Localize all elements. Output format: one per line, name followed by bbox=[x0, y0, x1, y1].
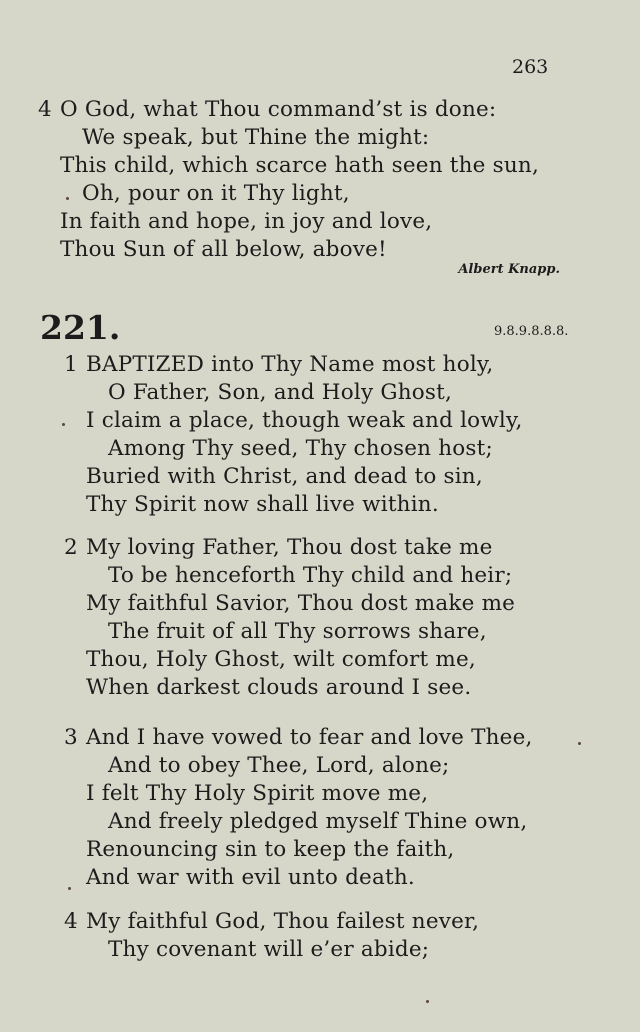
verse-line: I felt Thy Holy Spirit move me, bbox=[86, 781, 429, 806]
verse-line: Renouncing sin to keep the faith, bbox=[86, 837, 455, 862]
verse-line: In faith and hope, in joy and love, bbox=[60, 209, 433, 234]
verse-line: To be henceforth Thy child and heir; bbox=[108, 563, 513, 588]
page-number: 263 bbox=[512, 56, 549, 78]
verse-line: Oh, pour on it Thy light, bbox=[82, 181, 350, 206]
hymn-verse-2 bbox=[64, 534, 515, 702]
hymn-meter: 9.8.9.8.8.8. bbox=[494, 324, 569, 339]
paper-speck bbox=[426, 1000, 429, 1003]
verse-line: We speak, but Thine the might: bbox=[82, 125, 430, 150]
verse-line: Thy Spirit now shall live within. bbox=[86, 492, 439, 517]
verse-number: 3 bbox=[64, 725, 78, 750]
verse-line: And war with evil unto death. bbox=[86, 865, 415, 890]
verse-number: 4 bbox=[64, 909, 78, 934]
verse-line: I claim a place, though weak and lowly, bbox=[86, 408, 523, 433]
hymn-verse-1 bbox=[64, 351, 523, 519]
paper-speck bbox=[62, 423, 65, 426]
verse-line: Among Thy seed, Thy chosen host; bbox=[108, 436, 493, 461]
prev-hymn-verse-4 bbox=[38, 96, 539, 264]
verse-line: Buried with Christ, and dead to sin, bbox=[86, 464, 483, 489]
verse-line: Thou, Holy Ghost, wilt comfort me, bbox=[86, 647, 476, 672]
hymn-verse-4 bbox=[64, 908, 479, 964]
verse-line: And to obey Thee, Lord, alone; bbox=[108, 753, 450, 778]
verse-line: Thy covenant will e’er abide; bbox=[108, 937, 430, 962]
verse-number: 1 bbox=[64, 352, 78, 377]
verse-number: 4 bbox=[38, 97, 52, 122]
verse-line: This child, which scarce hath seen the sun, bbox=[60, 153, 539, 178]
paper-speck bbox=[66, 197, 69, 200]
hymn-number: 221. bbox=[40, 308, 121, 347]
verse-line: Thou Sun of all below, above! bbox=[60, 237, 387, 262]
verse-line: 2 My loving Father, Thou dost take me bbox=[64, 535, 493, 560]
paper-speck bbox=[578, 742, 581, 745]
hymn-verse-3 bbox=[64, 724, 533, 892]
verse-line: My faithful Savior, Thou dost make me bbox=[86, 591, 516, 616]
verse-line: 3 And I have vowed to fear and love Thee, bbox=[64, 725, 533, 750]
verse-line: 4 O God, what Thou command’st is done: bbox=[38, 97, 497, 122]
verse-line: 1 BAPTIZED into Thy Name most holy, bbox=[64, 352, 494, 377]
verse-number: 2 bbox=[64, 535, 78, 560]
verse-line: O Father, Son, and Holy Ghost, bbox=[108, 380, 453, 405]
verse-line: And freely pledged myself Thine own, bbox=[108, 809, 528, 834]
author-attribution: Albert Knapp. bbox=[458, 262, 560, 277]
paper-speck bbox=[68, 887, 71, 890]
verse-line: When darkest clouds around I see. bbox=[86, 675, 472, 700]
verse-line: 4 My faithful God, Thou failest never, bbox=[64, 909, 480, 934]
verse-line: The fruit of all Thy sorrows share, bbox=[108, 619, 487, 644]
